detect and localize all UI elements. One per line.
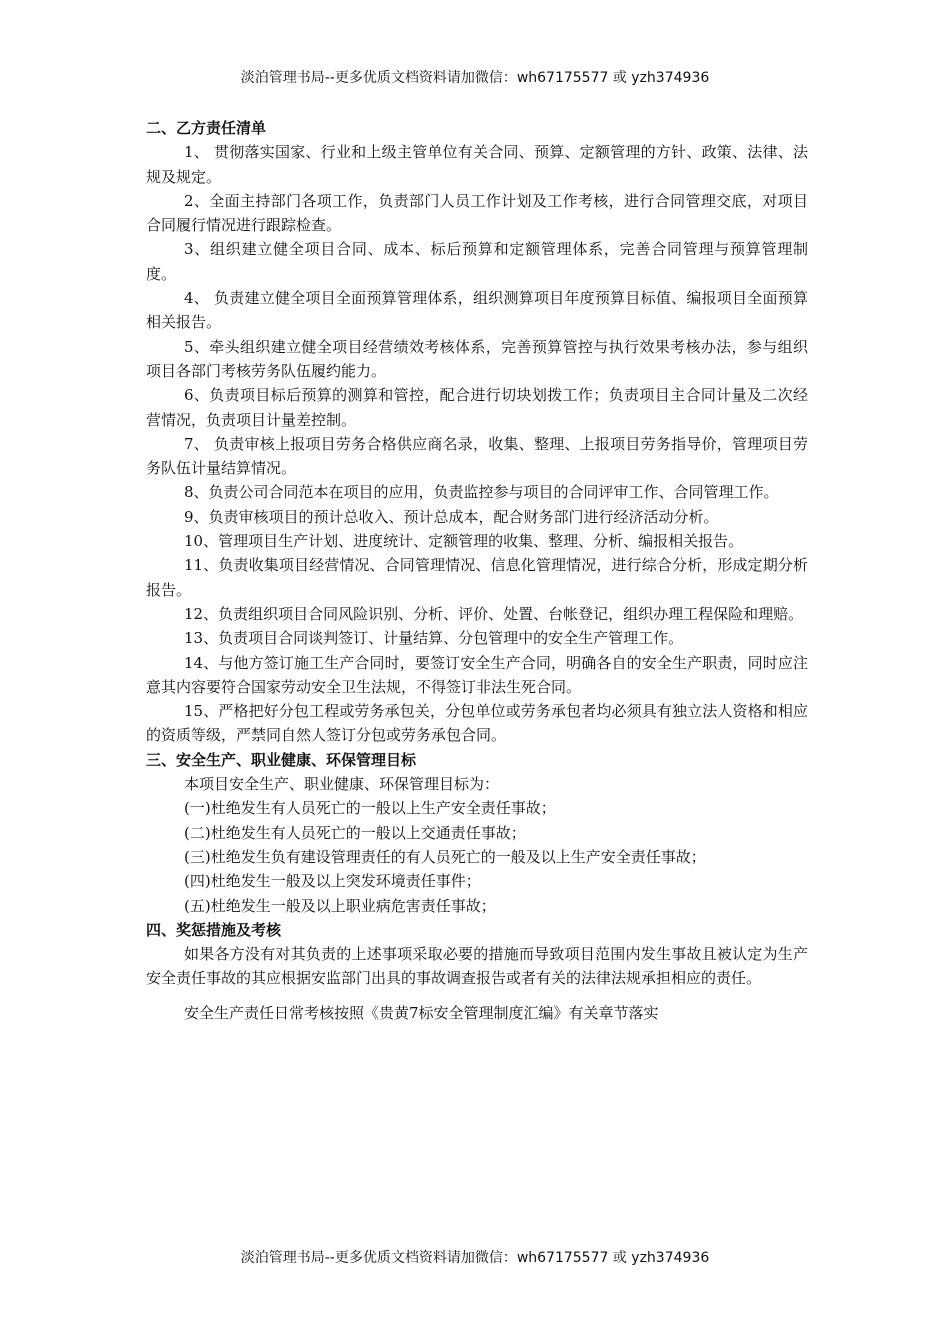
section-3-heading: 三、安全生产、职业健康、环保管理目标 [146, 750, 417, 769]
section-2-item-11: 11、负责收集项目经营情况、合同管理情况、信息化管理情况，进行综合分析，形成定期分析报告。 [146, 556, 808, 599]
section-3-goal-1: (一)杜绝发生有人员死亡的一般以上生产安全责任事故； [184, 799, 556, 818]
section-2-item-10: 10、管理项目生产计划、进度统计、定额管理的收集、整理、分析、编报相关报告。 [184, 532, 744, 551]
section-2-item-1: 1、 贯彻落实国家、行业和上级主管单位有关合同、预算、定额管理的方针、政策、法律、法规及规定。 [146, 143, 808, 186]
page-footer: 淡泊管理书局--更多优质文档资料请加微信：wh67175577 或 yzh374936 [240, 1250, 710, 1266]
section-4-heading: 四、奖惩措施及考核 [146, 920, 282, 939]
section-2-item-3: 3、组织建立健全项目合同、成本、标后预算和定额管理体系，完善合同管理与预算管理制度。 [146, 240, 808, 283]
section-2-item-12: 12、负责组织项目合同风险识别、分析、评价、处置、台帐登记，组织办理工程保险和理赔。 [184, 604, 804, 623]
section-3-intro: 本项目安全生产、职业健康、环保管理目标为： [184, 775, 500, 794]
section-3-goal-4: (四)杜绝发生一般及以上突发环境责任事件； [184, 872, 481, 891]
section-4-paragraph-1: 如果各方没有对其负责的上述事项采取必要的措施而导致项目范围内发生事故且被认定为生产安全责任事故的其应根据安监部门出具的事故调查报告或者有关的法律法规承担相应的责任。 [146, 945, 808, 988]
section-2-item-7: 7、 负责审核上报项目劳务合格供应商名录，收集、整理、上报项目劳务指导价，管理项目劳务队伍计量结算情况。 [146, 434, 808, 478]
section-3-goal-3: (三)杜绝发生负有建设管理责任的有人员死亡的一般及以上生产安全责任事故； [184, 847, 706, 866]
section-2-item-4: 4、 负责建立健全项目全面预算管理体系，组织测算项目年度预算目标值、编报项目全面预算相关报告。 [146, 289, 808, 332]
paragraph-gap [146, 991, 808, 1001]
section-4-paragraph-2: 安全生产责任日常考核按照《贵黄7标安全管理制度汇编》有关章节落实 [184, 1003, 659, 1022]
document-body [146, 116, 808, 1025]
section-2-item-2: 2、全面主持部门各项工作，负责部门人员工作计划及工作考核，进行合同管理交底，对项目合同履行情况进行跟踪检查。 [146, 191, 808, 235]
page-header: 淡泊管理书局--更多优质文档资料请加微信：wh67175577 或 yzh374936 [240, 70, 710, 86]
section-3-goal-5: (五)杜绝发生一般及以上职业病危害责任事故； [184, 896, 496, 915]
section-2-item-6: 6、负责项目标后预算的测算和管控，配合进行切块划拨工作；负责项目主合同计量及二次经营情况，负责项目计量差控制。 [146, 386, 808, 429]
section-3-goal-2: (二)杜绝发生有人员死亡的一般以上交通责任事故； [184, 823, 526, 842]
section-2-item-14: 14、与他方签订施工生产合同时，要签订安全生产合同，明确各自的安全生产职责，同时应注意其内容要符合国家劳动安全卫生法规，不得签订非法生死合同。 [146, 653, 808, 696]
section-2-item-15: 15、严格把好分包工程或劳务承包关，分包单位或劳务承包者均必须具有独立法人资格和相应的资质等级，严禁同自然人签订分包或劳务承包合同。 [146, 702, 808, 745]
section-2-item-8: 8、负责公司合同范本在项目的应用，负责监控参与项目的合同评审工作、合同管理工作。 [184, 483, 779, 502]
section-2-item-9: 9、负责审核项目的预计总收入、预计总成本，配合财务部门进行经济活动分析。 [184, 507, 719, 526]
section-2-item-13: 13、负责项目合同谈判签订、计量结算、分包管理中的安全生产管理工作。 [184, 629, 684, 648]
section-2-heading: 二、乙方责任清单 [146, 119, 267, 137]
section-2-item-5: 5、牵头组织建立健全项目经营绩效考核体系，完善预算管控与执行效果考核办法，参与组织项目各部门考核劳务队伍履约能力。 [146, 337, 808, 380]
